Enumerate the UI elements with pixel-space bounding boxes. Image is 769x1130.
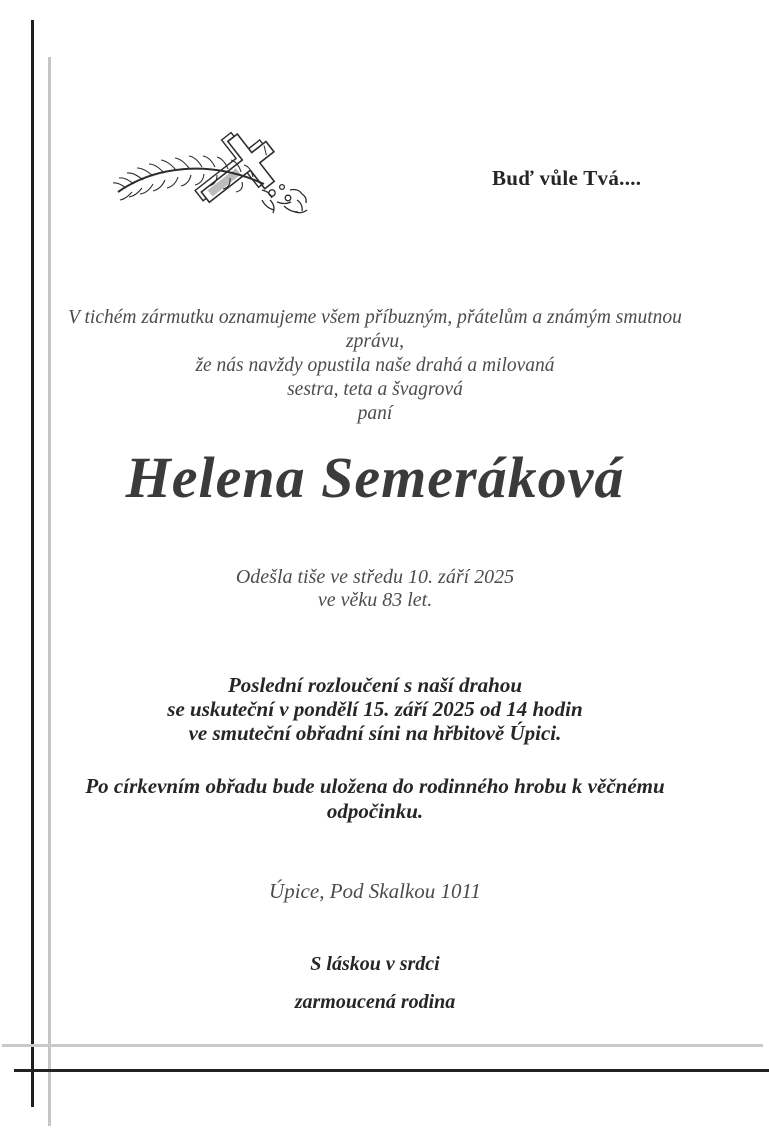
address-line: Úpice, Pod Skalkou 1011 <box>269 879 481 903</box>
farewell-line-3: ve smuteční obřadní síni na hřbitově Úpici. <box>188 721 562 745</box>
deceased-name: Helena Semeráková <box>125 445 625 510</box>
bottom-dark-rule <box>14 1069 769 1072</box>
announcement-paragraph <box>60 306 690 426</box>
announcement-line-3: sestra, teta a švagrová <box>287 379 463 400</box>
left-dark-rule <box>31 20 34 1107</box>
farewell-line-2: se uskuteční v pondělí 15. září 2025 od 14 hodin <box>167 697 583 721</box>
cross-and-palm-icon <box>112 130 317 238</box>
passing-paragraph <box>60 566 690 612</box>
announcement-line-1: V tichém zármutku oznamujeme všem příbuzným, přátelům a známým smutnou zprávu, <box>68 307 682 352</box>
closing-line-1: S láskou v srdci <box>310 953 440 975</box>
closing-line-2: zarmoucená rodina <box>294 991 456 1013</box>
burial-note: Po církevním obřadu bude uložena do rodinného hrobu k věčnému odpočinku. <box>85 774 665 823</box>
passing-line-2: ve věku 83 let. <box>317 589 433 611</box>
farewell-paragraph <box>60 673 690 745</box>
bottom-light-rule <box>2 1044 763 1047</box>
farewell-line-1: Poslední rozloučení s naší drahou <box>227 673 523 697</box>
motto-text: Buď vůle Tvá.... <box>492 166 642 190</box>
passing-line-1: Odešla tiše ve středu 10. září 2025 <box>235 566 515 588</box>
announcement-line-2: že nás navždy opustila naše drahá a milovaná <box>195 355 555 376</box>
announcement-line-4: paní <box>357 403 393 424</box>
left-light-rule <box>48 57 51 1126</box>
